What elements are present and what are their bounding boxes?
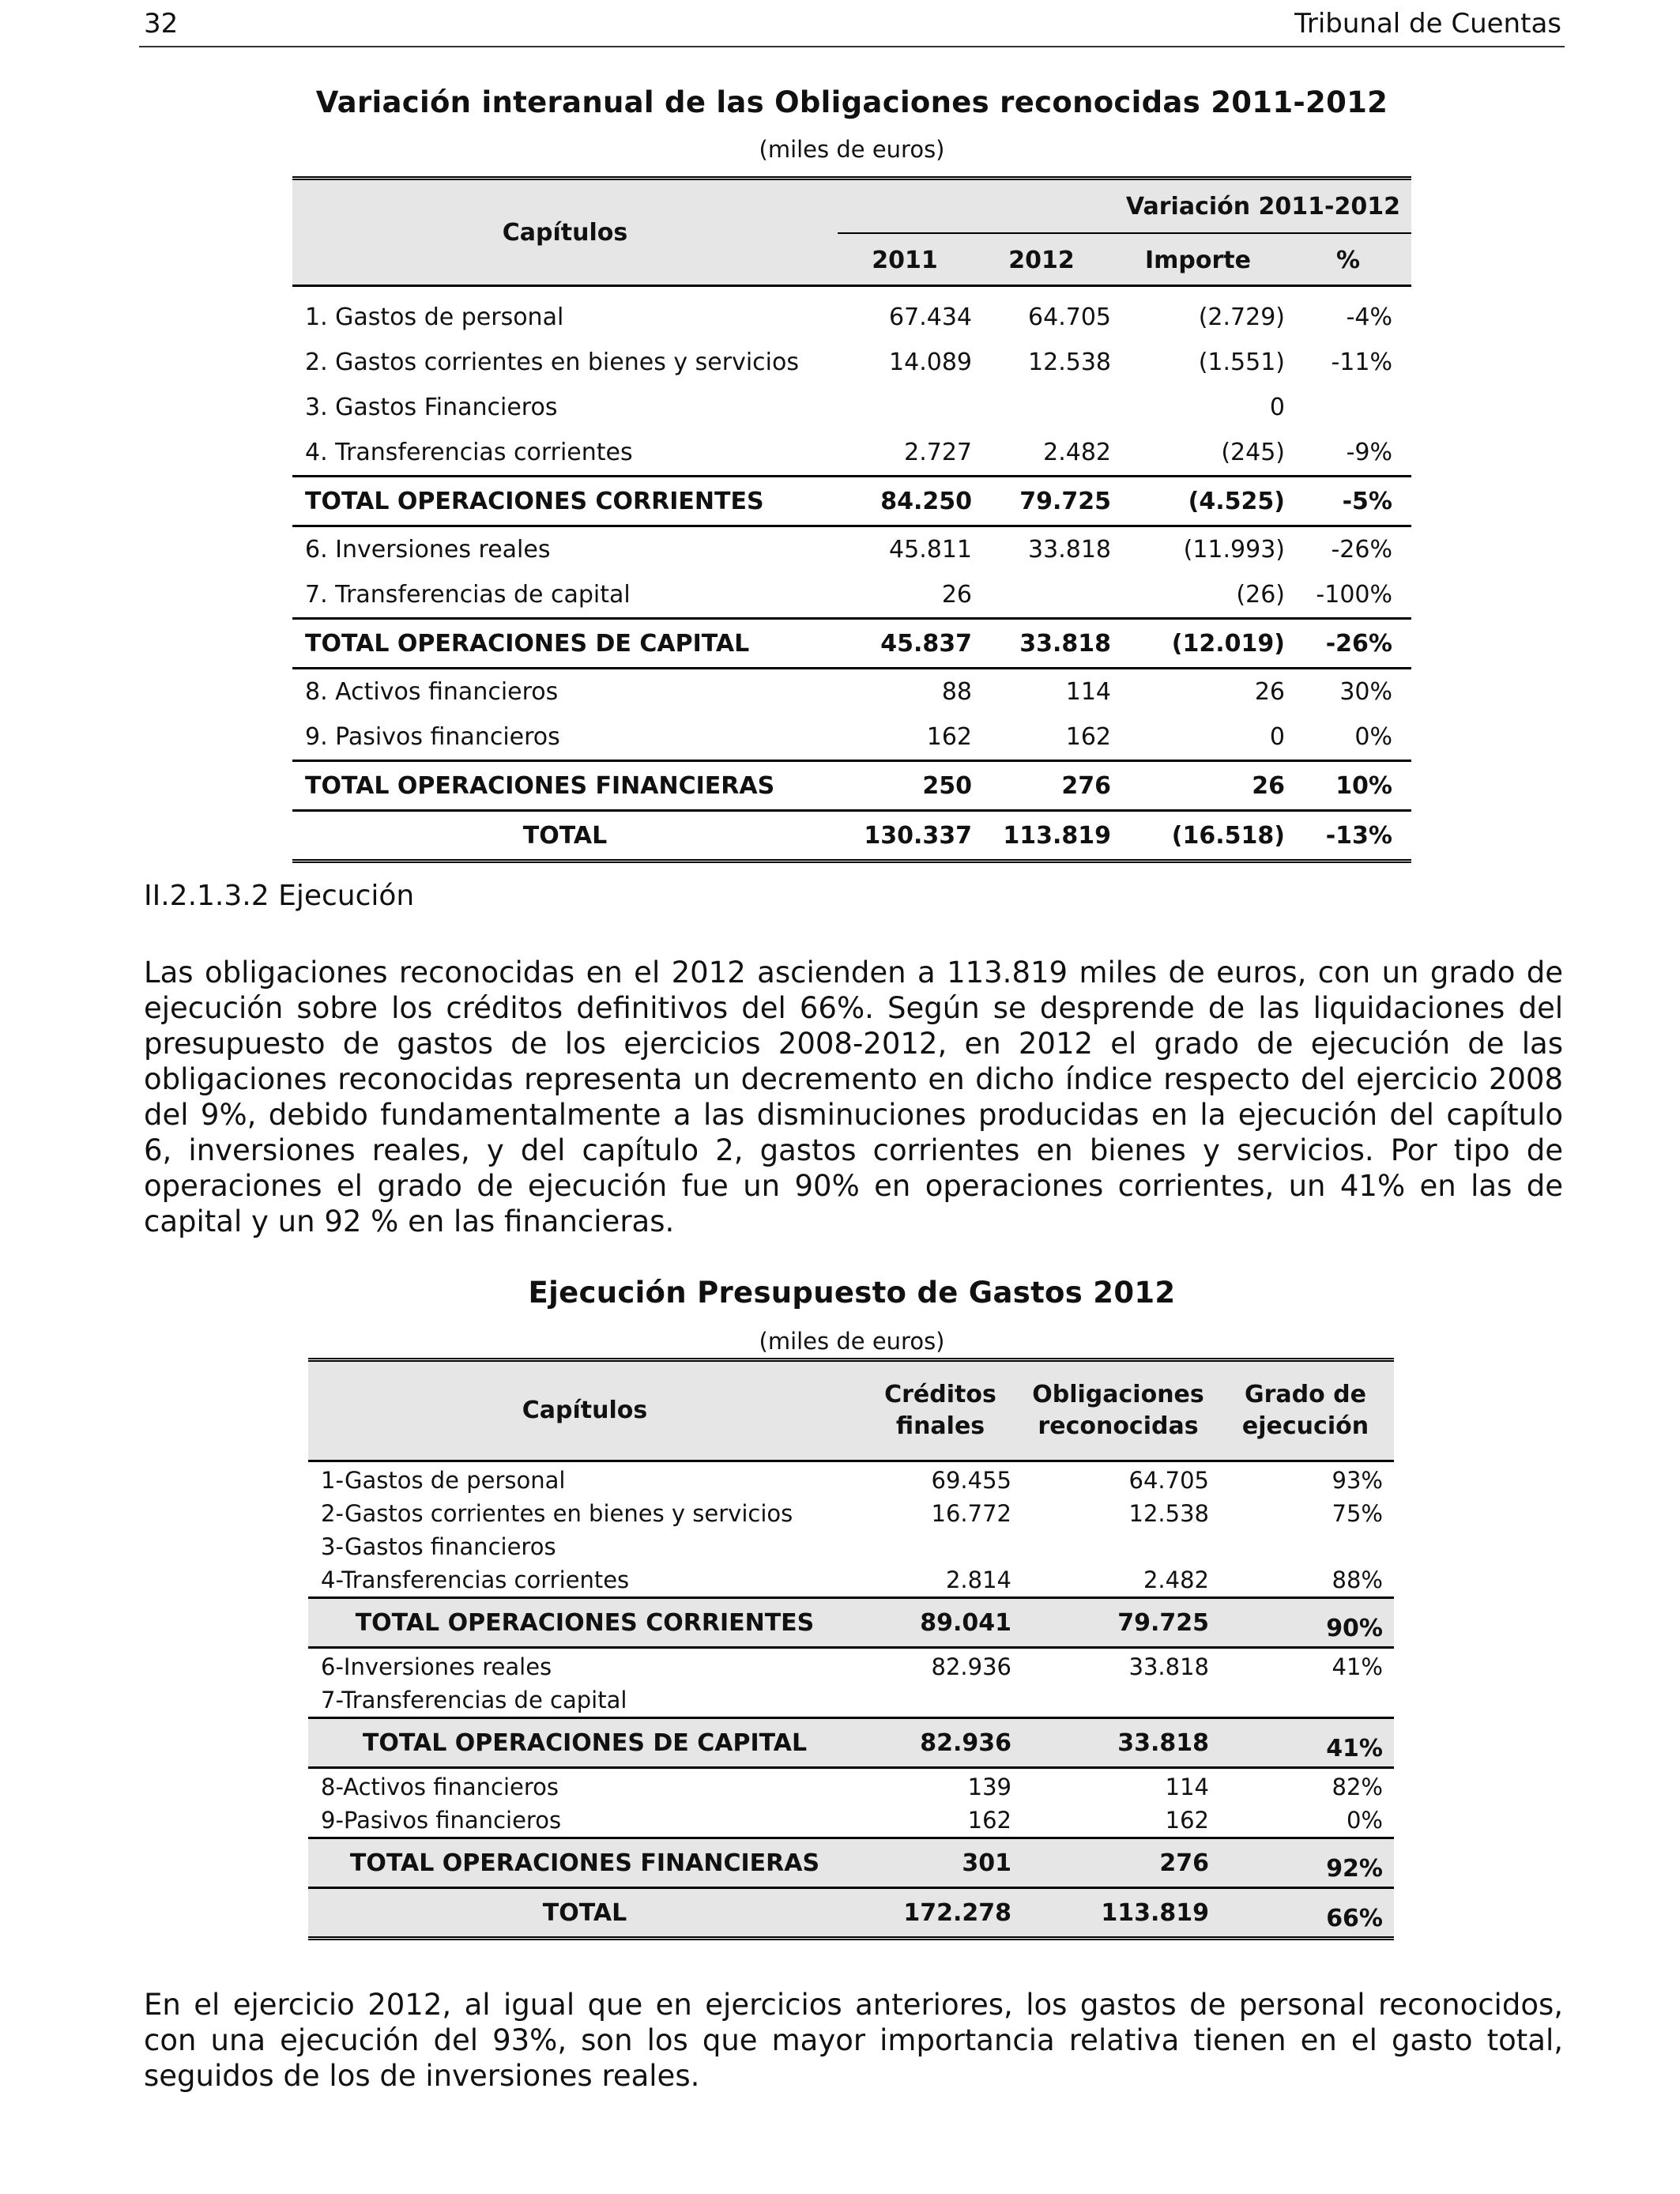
table2-header-capitulos: Capítulos — [522, 1397, 648, 1424]
row-label: 3. Gastos Financieros — [305, 394, 558, 421]
cell-2011: 84.250 — [880, 487, 972, 515]
cell-obligaciones: 2.482 — [1143, 1566, 1209, 1593]
cell-2011: 88 — [941, 678, 972, 706]
page-number: 32 — [144, 8, 179, 40]
row-label: TOTAL — [522, 821, 608, 850]
table-row — [292, 430, 1411, 475]
row-label: TOTAL OPERACIONES FINANCIERAS — [305, 771, 775, 800]
row-label: TOTAL OPERACIONES FINANCIERAS — [349, 1849, 820, 1877]
table1-header — [292, 180, 1411, 287]
cell-importe: 26 — [1252, 771, 1285, 800]
cell-obligaciones: 113.819 — [1101, 1898, 1209, 1927]
cell-creditos: 89.041 — [920, 1608, 1011, 1637]
cell-importe: 26 — [1254, 678, 1285, 706]
header-creditos-line1: Créditos — [884, 1381, 996, 1408]
cell-obligaciones: 79.725 — [1117, 1608, 1209, 1637]
row-label: 1-Gastos de personal — [321, 1467, 566, 1494]
cell-creditos: 172.278 — [903, 1898, 1011, 1927]
cell-obligaciones: 33.818 — [1117, 1728, 1209, 1757]
table-row — [308, 1770, 1394, 1804]
row-label: TOTAL OPERACIONES DE CAPITAL — [362, 1728, 808, 1757]
table-row — [308, 1804, 1394, 1837]
row-label: 8. Activos financieros — [305, 678, 559, 706]
cell-grado: 75% — [1332, 1500, 1383, 1527]
header-obligaciones-line2: reconocidas — [1038, 1412, 1199, 1440]
cell-pct: -9% — [1346, 439, 1392, 466]
table2-title: Ejecución Presupuesto de Gastos 2012 — [528, 1276, 1176, 1310]
table-row — [308, 1683, 1394, 1717]
table-row — [292, 295, 1411, 340]
cell-pct: 30% — [1339, 678, 1392, 706]
total-row — [292, 475, 1411, 527]
cell-importe: (1.551) — [1198, 349, 1285, 376]
table-row — [292, 385, 1411, 430]
cell-importe: 0 — [1269, 394, 1285, 421]
cell-grado: 41% — [1332, 1653, 1383, 1680]
row-label: 1. Gastos de personal — [305, 303, 564, 331]
cell-pct: -11% — [1331, 349, 1392, 376]
cell-2012: 162 — [1065, 723, 1111, 751]
cell-2011: 14.089 — [889, 349, 972, 376]
cell-2012: 2.482 — [1043, 439, 1111, 466]
cell-grado: 66% — [1326, 1904, 1383, 1932]
table1-header-importe: Importe — [1145, 246, 1251, 274]
table1-header-subcolumns — [838, 232, 1411, 286]
table-row — [292, 669, 1411, 714]
header-grado-line1: Grado de — [1244, 1381, 1366, 1408]
grand-total-row — [292, 812, 1411, 859]
row-label: 9. Pasivos financieros — [305, 723, 560, 751]
cell-2011: 45.837 — [880, 629, 972, 658]
cell-obligaciones: 276 — [1159, 1849, 1209, 1877]
cell-2012: 33.818 — [1028, 536, 1111, 564]
cell-importe: (16.518) — [1171, 821, 1285, 850]
cell-2012: 79.725 — [1019, 487, 1111, 515]
running-header-title: Tribunal de Cuentas — [1294, 8, 1561, 40]
cell-importe: (12.019) — [1171, 629, 1285, 658]
cell-obligaciones: 64.705 — [1128, 1467, 1209, 1494]
cell-pct: -4% — [1346, 303, 1392, 331]
cell-2011: 26 — [941, 581, 972, 609]
cell-obligaciones: 114 — [1165, 1774, 1209, 1800]
row-label: 9-Pasivos financieros — [321, 1807, 562, 1834]
table1-header-2012: 2012 — [1008, 246, 1075, 274]
body-paragraph-2: En el ejercicio 2012, al igual que en ejercicios anteriores, los gastos de personal reconocidos, con una ejecución del 93%, son los que mayor importancia relativa tienen en el gasto total, seguidos de los de inversiones reales. — [144, 1988, 1563, 2093]
cell-importe: (11.993) — [1183, 536, 1285, 564]
cell-grado: 0% — [1346, 1807, 1383, 1834]
total-row — [292, 617, 1411, 669]
cell-creditos: 139 — [967, 1774, 1011, 1800]
obligations-variation-table — [292, 176, 1411, 863]
cell-grado: 41% — [1326, 1734, 1383, 1762]
table2-header-obligaciones — [1019, 1362, 1217, 1460]
cell-pct: -5% — [1342, 487, 1392, 515]
cell-grado: 92% — [1326, 1854, 1383, 1883]
row-label: TOTAL OPERACIONES DE CAPITAL — [305, 629, 750, 658]
table1-header-capitulos: Capítulos — [502, 218, 628, 247]
row-label: 7. Transferencias de capital — [305, 581, 631, 609]
row-label: 6-Inversiones reales — [321, 1653, 552, 1680]
cell-importe: (2.729) — [1198, 303, 1285, 331]
table1-unit: (miles de euros) — [759, 136, 945, 163]
cell-creditos: 69.455 — [931, 1467, 1011, 1494]
cell-pct: -26% — [1325, 629, 1392, 658]
table2-header-grado — [1217, 1362, 1394, 1460]
row-label: 6. Inversiones reales — [305, 536, 551, 564]
cell-importe: (4.525) — [1188, 487, 1285, 515]
total-row — [292, 760, 1411, 812]
page-header — [139, 0, 1565, 47]
cell-pct: 0% — [1354, 723, 1392, 751]
cell-grado: 82% — [1332, 1774, 1383, 1800]
cell-obligaciones: 33.818 — [1128, 1653, 1209, 1680]
table-row — [308, 1563, 1394, 1596]
cell-creditos: 82.936 — [931, 1653, 1011, 1680]
cell-pct: -100% — [1316, 581, 1392, 609]
total-row — [308, 1837, 1394, 1889]
table2-header — [308, 1362, 1394, 1462]
table2-unit: (miles de euros) — [759, 1328, 945, 1355]
header-grado-line2: ejecución — [1241, 1412, 1369, 1440]
table-row — [308, 1530, 1394, 1563]
row-label: 2-Gastos corrientes en bienes y servicios — [321, 1500, 793, 1527]
table1-title: Variación interanual de las Obligaciones reconocidas 2011-2012 — [315, 85, 1388, 119]
row-label: 7-Transferencias de capital — [321, 1687, 627, 1713]
total-row — [308, 1717, 1394, 1769]
table-row — [292, 527, 1411, 572]
cell-pct: -13% — [1325, 821, 1392, 850]
row-label: 8-Activos financieros — [321, 1774, 559, 1800]
cell-2011: 2.727 — [904, 439, 972, 466]
header-creditos-line2: finales — [895, 1412, 985, 1440]
table-row — [292, 714, 1411, 760]
cell-creditos: 82.936 — [920, 1728, 1011, 1757]
cell-2011: 162 — [926, 723, 972, 751]
cell-2012: 114 — [1065, 678, 1111, 706]
budget-execution-table — [308, 1358, 1394, 1940]
table-row — [308, 1464, 1394, 1497]
cell-importe: (245) — [1221, 439, 1285, 466]
table1-header-variacion: Variación 2011-2012 — [1125, 192, 1400, 221]
row-label: 4-Transferencias corrientes — [321, 1566, 630, 1593]
cell-creditos: 301 — [962, 1849, 1011, 1877]
cell-pct: 10% — [1335, 771, 1392, 800]
cell-creditos: 16.772 — [931, 1500, 1011, 1527]
cell-2011: 67.434 — [889, 303, 972, 331]
cell-importe: (26) — [1236, 581, 1285, 609]
cell-creditos: 2.814 — [945, 1566, 1011, 1593]
row-label: TOTAL — [542, 1898, 627, 1927]
cell-2011: 130.337 — [864, 821, 972, 850]
table2-header-creditos — [861, 1362, 1019, 1460]
table-row — [308, 1650, 1394, 1683]
table-row — [308, 1497, 1394, 1530]
cell-pct: -26% — [1331, 536, 1392, 564]
cell-2012: 12.538 — [1028, 349, 1111, 376]
row-label: 3-Gastos financieros — [321, 1533, 556, 1560]
cell-obligaciones: 162 — [1165, 1807, 1209, 1834]
cell-2011: 45.811 — [889, 536, 972, 564]
cell-2012: 113.819 — [1003, 821, 1111, 850]
cell-2012: 33.818 — [1019, 629, 1111, 658]
cell-grado: 90% — [1326, 1614, 1383, 1642]
cell-2011: 250 — [922, 771, 972, 800]
table-row — [292, 340, 1411, 385]
table-row — [292, 572, 1411, 617]
cell-importe: 0 — [1269, 723, 1285, 751]
cell-creditos: 162 — [967, 1807, 1011, 1834]
cell-grado: 88% — [1332, 1566, 1383, 1593]
row-label: TOTAL OPERACIONES CORRIENTES — [355, 1608, 815, 1637]
row-label: 2. Gastos corrientes en bienes y servicios — [305, 349, 799, 376]
row-label: TOTAL OPERACIONES CORRIENTES — [305, 487, 764, 515]
row-label: 4. Transferencias corrientes — [305, 439, 633, 466]
grand-total-row — [308, 1889, 1394, 1936]
body-paragraph-1: Las obligaciones reconocidas en el 2012 ascienden a 113.819 miles de euros, con un grado de ejecución sobre los créditos definitivos del 66%. Según se desprende de las liquidaciones del presupuesto de gastos de los ejercicios 2008-2012, en 2012 el grado de ejecución de las obligaciones reconocidas representa un decremento en dicho índice respecto del ejercicio 2008 del 9%, debido fundamentalmente a las disminuciones producidas en la ejecución del capítulo 6, inversiones reales, y del capítulo 2, gastos corrientes en bienes y servicios. Por tipo de operaciones el grado de ejecución fue un 90% en operaciones corrientes, un 41% en las de capital y un 92 % en las financieras. — [144, 956, 1563, 1238]
header-obligaciones-line1: Obligaciones — [1032, 1381, 1204, 1408]
cell-grado: 93% — [1332, 1467, 1383, 1494]
total-row — [308, 1596, 1394, 1649]
cell-2012: 64.705 — [1028, 303, 1111, 331]
cell-2012: 276 — [1061, 771, 1111, 800]
section-title: II.2.1.3.2 Ejecución — [144, 880, 415, 912]
table1-header-2011: 2011 — [872, 246, 938, 274]
cell-obligaciones: 12.538 — [1128, 1500, 1209, 1527]
table1-header-pct: % — [1335, 246, 1361, 274]
